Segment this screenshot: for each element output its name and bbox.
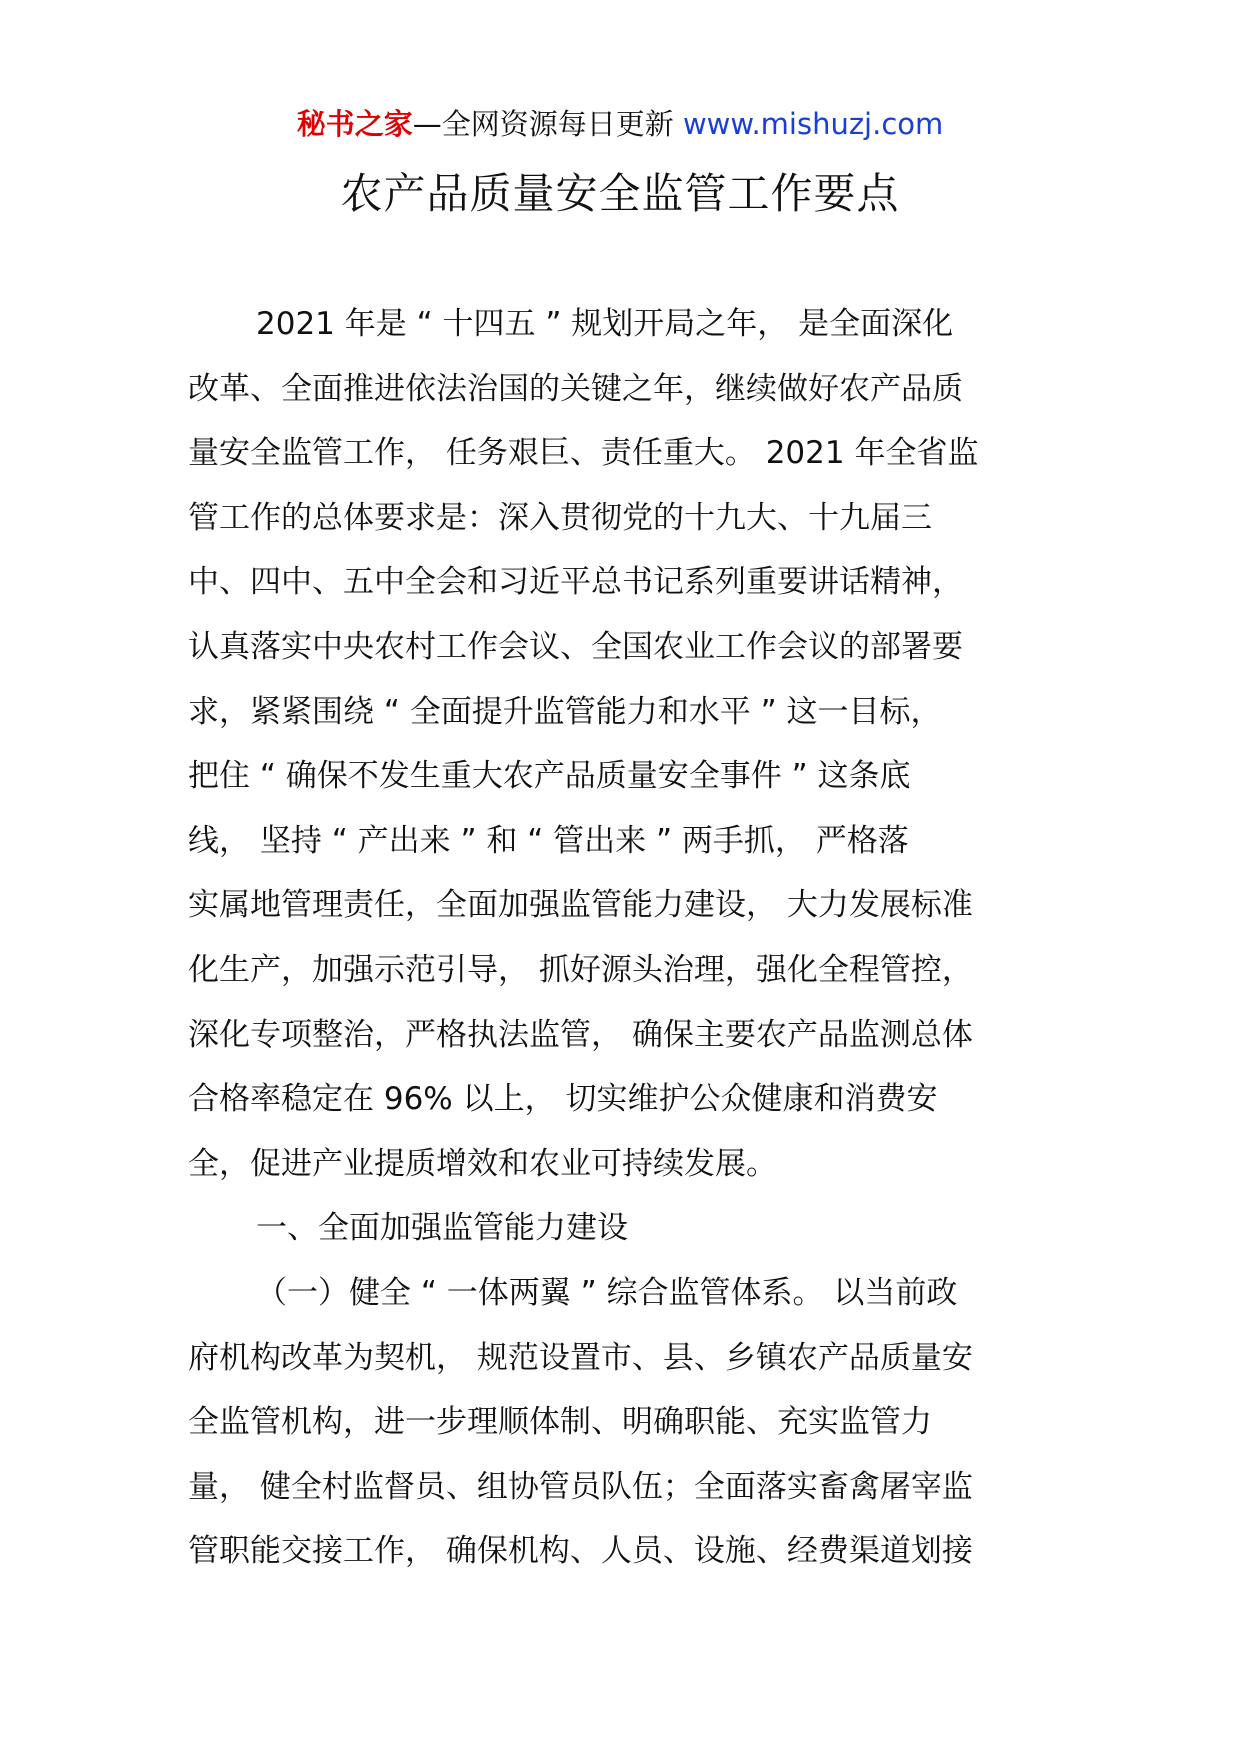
document-title: 农产品质量安全监管工作要点 [340, 169, 900, 218]
body-line: 求，紧紧围绕 “ 全面提升监管能力和水平 ” 这一目标， [188, 693, 942, 730]
body-line: 管职能交接工作， 确保机构、人员、设施、经费渠道划接 [188, 1533, 973, 1570]
body-line: 把住 “ 确保不发生重大农产品质量安全事件 ” 这条底 [188, 758, 911, 795]
body-line: 改革、全面推进依法治国的关键之年，继续做好农产品质 [188, 370, 963, 407]
header-tagline: —全网资源每日更新 [412, 107, 674, 141]
body-line: 化生产，加强示范引导， 抓好源头治理，强化全程管控， [188, 951, 973, 988]
page-header [0, 104, 1240, 144]
body-line: 深化专项整治，严格执法监管， 确保主要农产品监测总体 [188, 1016, 973, 1053]
body-line: 全，促进产业提质增效和农业可持续发展。 [188, 1145, 777, 1182]
body-line: 量安全监管工作， 任务艰巨、责任重大。 2021 年全省监 [188, 435, 979, 472]
body-line: （一）健全 “ 一体两翼 ” 综合监管体系。 以当前政 [256, 1274, 958, 1311]
body-line: 线， 坚持 “ 产出来 ” 和 “ 管出来 ” 两手抓， 严格落 [188, 822, 909, 859]
body-line: 府机构改革为契机， 规范设置市、县、乡镇农产品质量安 [188, 1339, 973, 1376]
document-body [188, 292, 1068, 1584]
body-line: 合格率稳定在 96% 以上， 切实维护公众健康和消费安 [188, 1081, 938, 1118]
body-line: 中、四中、五中全会和习近平总书记系列重要讲话精神， [188, 564, 963, 601]
site-url[interactable]: www.mishuzj.com [682, 107, 944, 141]
body-line: 认真落实中央农村工作会议、全国农业工作会议的部署要 [188, 628, 963, 665]
section-heading: 一、全面加强监管能力建设 [256, 1210, 628, 1247]
brand-name: 秘书之家 [296, 107, 413, 141]
body-line: 管工作的总体要求是：深入贯彻党的十九大、十九届三 [188, 499, 932, 536]
body-line: 全监管机构，进一步理顺体制、明确职能、充实监管力 [188, 1404, 932, 1441]
body-line: 2021 年是 “ 十四五 ” 规划开局之年， 是全面深化 [256, 306, 954, 342]
body-line: 量， 健全村监督员、组协管员队伍；全面落实畜禽屠宰监 [188, 1468, 973, 1505]
body-line: 实属地管理责任，全面加强监管能力建设， 大力发展标准 [188, 887, 973, 924]
